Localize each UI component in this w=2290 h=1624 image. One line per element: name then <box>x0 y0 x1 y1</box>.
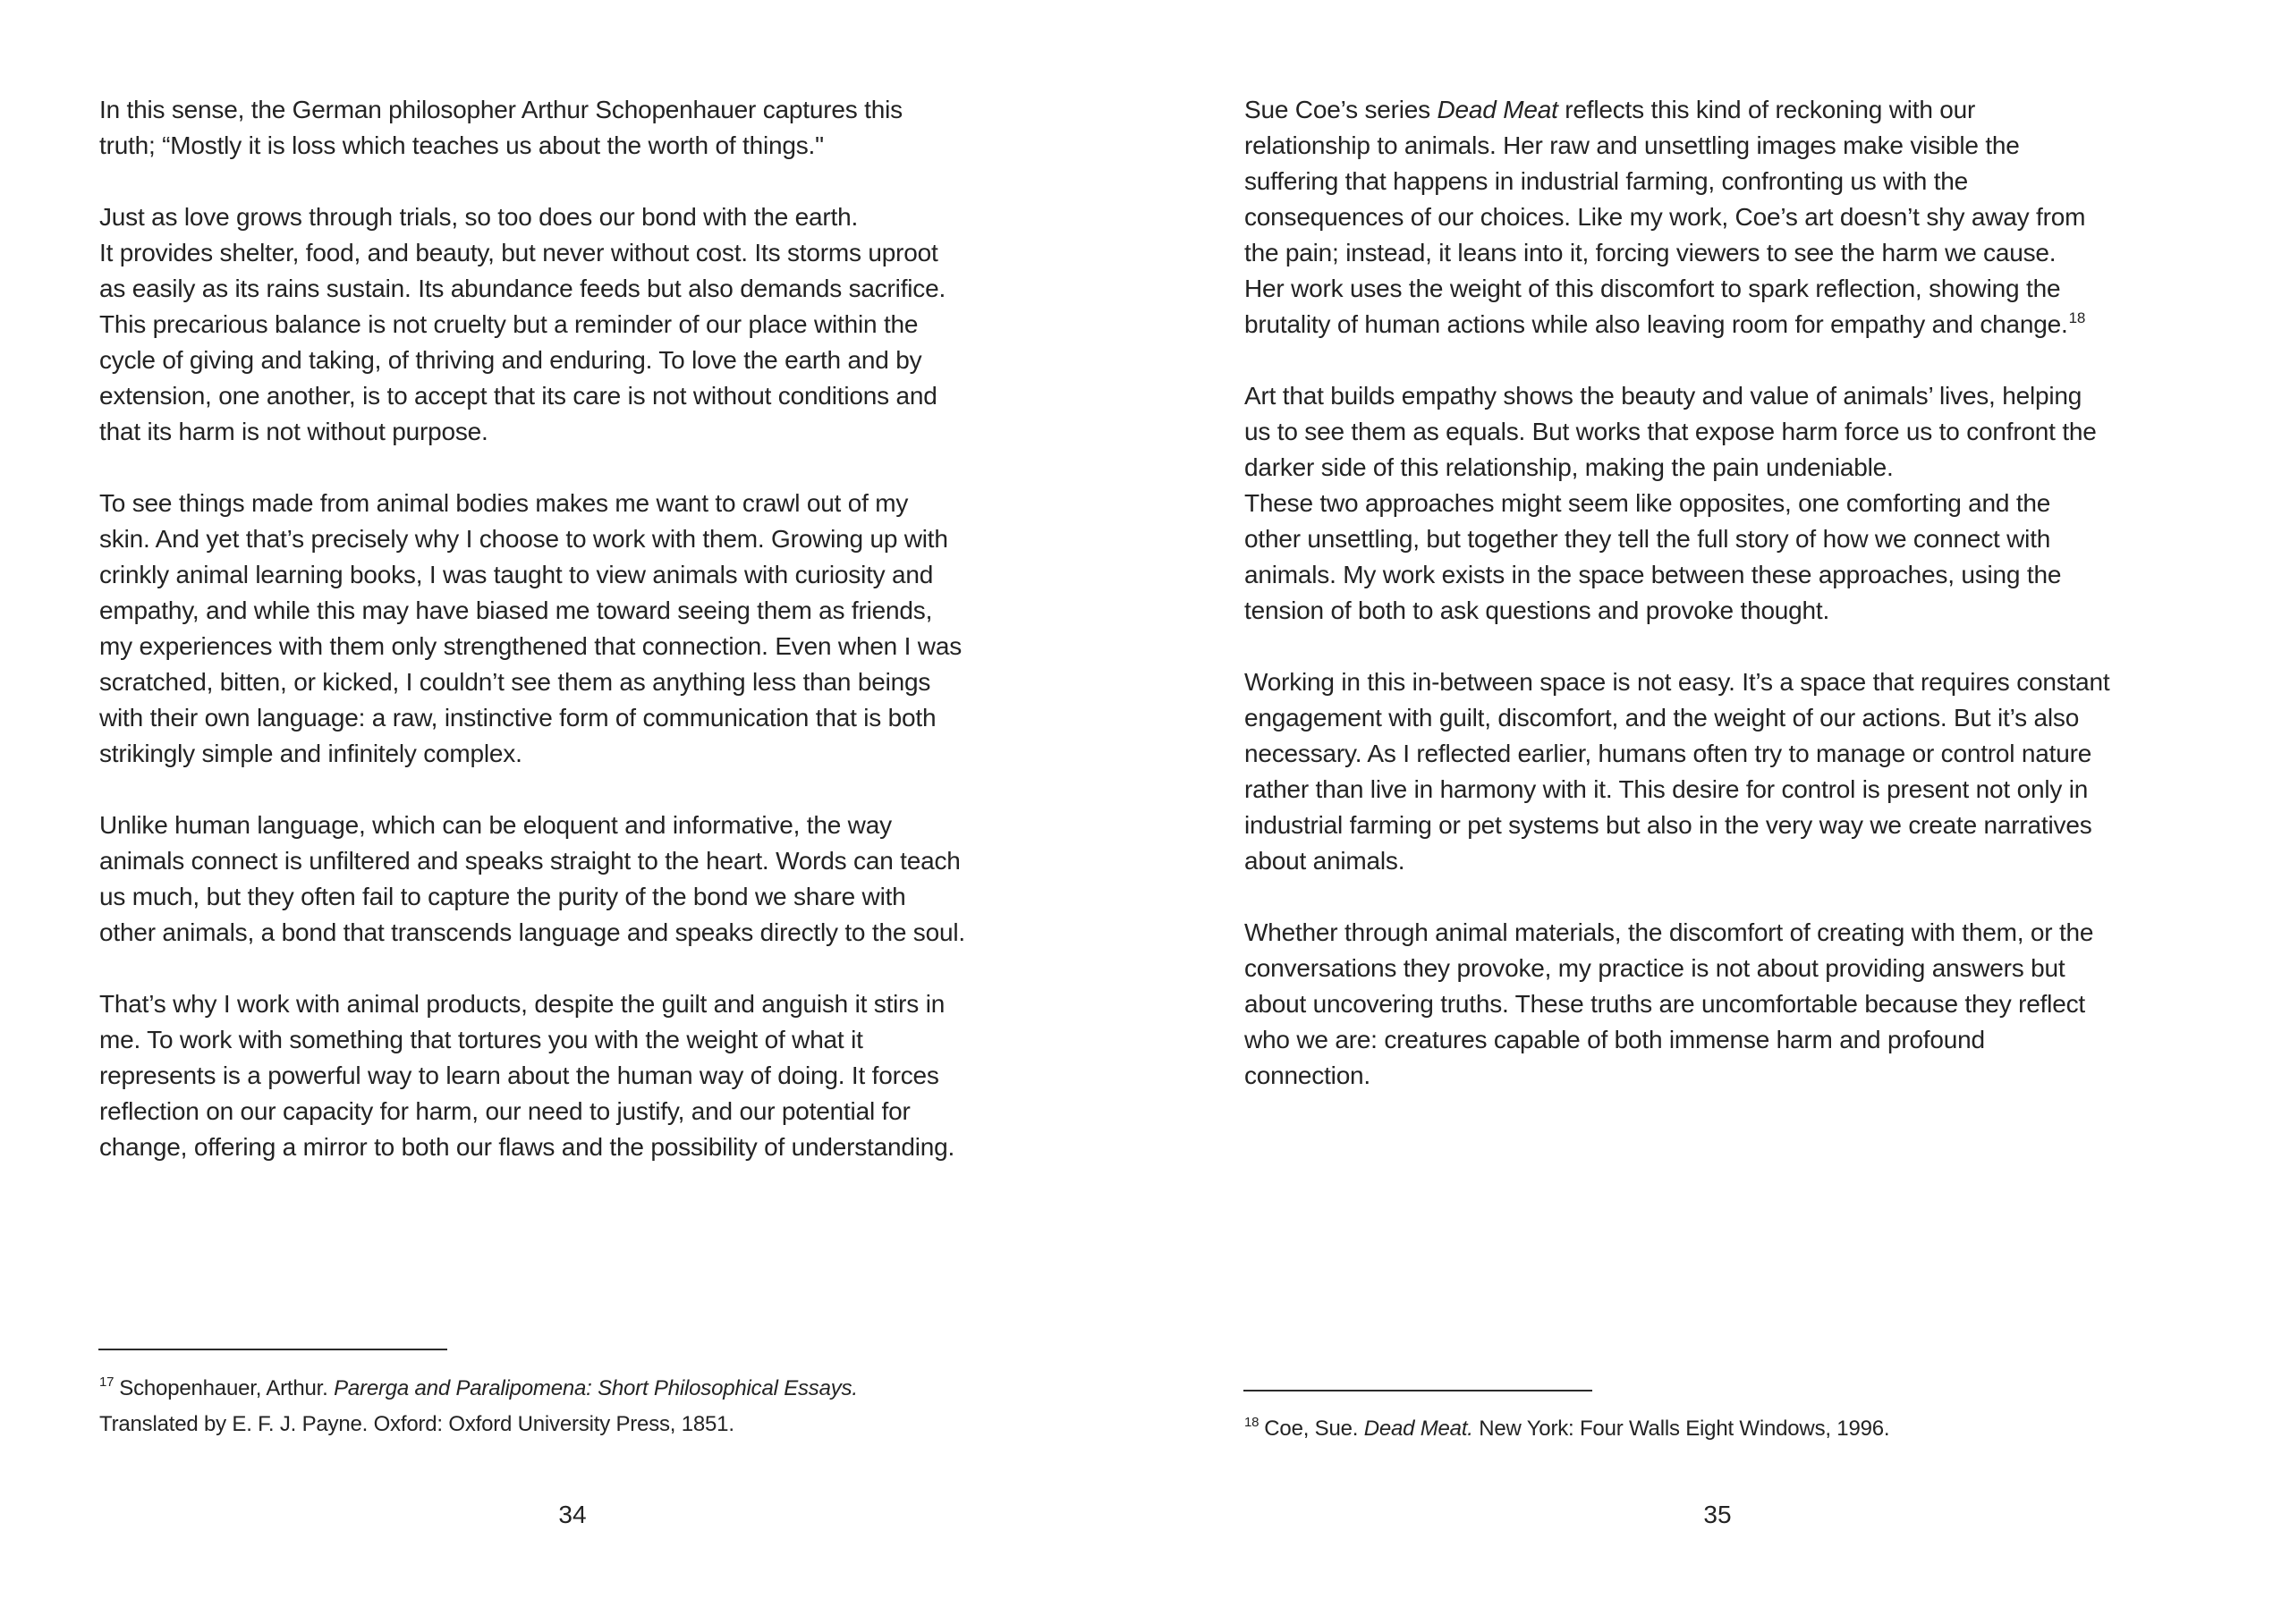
paragraph <box>1244 378 2109 629</box>
text-line: my experiences with them only strengthened that connection. Even when I was <box>99 632 962 660</box>
right-page-body <box>1244 92 2109 1129</box>
text-segment: reflects this kind of reckoning with our <box>1557 96 1976 123</box>
text-line: about animals. <box>1244 847 1405 875</box>
page-number: 35 <box>1703 1501 1732 1528</box>
text-line: connection. <box>1244 1062 1371 1089</box>
paragraph <box>99 92 965 164</box>
footnote-number: 17 <box>99 1374 114 1390</box>
text-line: represents is a powerful way to learn about the human way of doing. It forces <box>99 1062 939 1089</box>
text-line: with their own language: a raw, instinctive form of communication that is both <box>99 704 937 732</box>
footnote-line <box>99 1371 858 1407</box>
footnote-17 <box>99 1371 858 1442</box>
text-line: animals. My work exists in the space between these approaches, using the <box>1244 561 2062 588</box>
paragraph <box>99 199 965 450</box>
text-line: the pain; instead, it leans into it, forcing viewers to see the harm we cause. <box>1244 239 2057 266</box>
text-line: about uncovering truths. These truths are uncomfortable because they reflect <box>1244 990 2085 1018</box>
text-line: me. To work with something that tortures you with the weight of what it <box>99 1026 863 1053</box>
text-line: Whether through animal materials, the discomfort of creating with them, or the <box>1244 918 2094 946</box>
text-line: Just as love grows through trials, so too does our bond with the earth. <box>99 203 859 231</box>
text-line: Unlike human language, which can be eloquent and informative, the way <box>99 811 892 839</box>
text-line: industrial farming or pet systems but also in the very way we create narratives <box>1244 811 2092 839</box>
footnote-number: 18 <box>1244 1415 1260 1430</box>
text-line: animals connect is unfiltered and speaks straight to the heart. Words can teach <box>99 847 961 875</box>
text-line: skin. And yet that’s precisely why I choose to work with them. Growing up with <box>99 525 948 553</box>
paragraph <box>99 808 965 951</box>
text-line: crinkly animal learning books, I was taught to view animals with curiosity and <box>99 561 934 588</box>
text-line: In this sense, the German philosopher Arthur Schopenhauer captures this <box>99 96 903 123</box>
text-line: engagement with guilt, discomfort, and the weight of our actions. But it’s also <box>1244 704 2080 732</box>
text-line: Her work uses the weight of this discomfort to spark reflection, showing the <box>1244 275 2061 302</box>
text-line: consequences of our choices. Like my work, Coe’s art doesn’t shy away from <box>1244 203 2086 231</box>
footnote-publisher: New York: Four Walls Eight Windows, 1996. <box>1472 1417 1890 1441</box>
text-segment: brutality of human actions while also leaving room for empathy and change. <box>1244 310 2068 338</box>
text-segment: Sue Coe’s series <box>1244 96 1438 123</box>
text-line: empathy, and while this may have biased me toward seeing them as friends, <box>99 596 933 624</box>
right-page <box>1145 0 2290 1624</box>
text-line: relationship to animals. Her raw and unsettling images make visible the <box>1244 131 2020 159</box>
text-line: tension of both to ask questions and provoke thought. <box>1244 596 1830 624</box>
text-line: That’s why I work with animal products, despite the guilt and anguish it stirs in <box>99 990 946 1018</box>
text-line: truth; “Mostly it is loss which teaches us about the worth of things." <box>99 131 824 159</box>
footnote-title: Parerga and Paralipomena: Short Philosophical Essays. <box>334 1376 858 1400</box>
text-line: scratched, bitten, or kicked, I couldn’t see them as anything less than beings <box>99 668 931 696</box>
text-line: us to see them as equals. But works that expose harm force us to confront the <box>1244 418 2097 445</box>
paragraph <box>1244 92 2109 343</box>
text-line: darker side of this relationship, making the pain undeniable. <box>1244 453 1894 481</box>
text-line: us much, but they often fail to capture the purity of the bond we share with <box>99 883 906 910</box>
text-line: conversations they provoke, my practice is not about providing answers but <box>1244 954 2065 982</box>
footnote-18 <box>1244 1411 1889 1447</box>
text-line: strikingly simple and infinitely complex. <box>99 740 522 767</box>
footnote-title: Dead Meat. <box>1363 1417 1473 1441</box>
text-line: cycle of giving and taking, of thriving and enduring. To love the earth and by <box>99 346 922 374</box>
text-line: Art that builds empathy shows the beauty and value of animals’ lives, helping <box>1244 382 2082 410</box>
paragraph <box>1244 664 2109 879</box>
text-line: It provides shelter, food, and beauty, but never without cost. Its storms uproot <box>99 239 938 266</box>
paragraph <box>1244 915 2109 1094</box>
footnote-author: Schopenhauer, Arthur. <box>119 1376 335 1400</box>
footnote-line: Translated by E. F. J. Payne. Oxford: Oxford University Press, 1851. <box>99 1412 734 1436</box>
text-line <box>1244 92 2109 128</box>
footnote-divider <box>1243 1390 1592 1391</box>
artwork-title: Dead Meat <box>1437 96 1558 123</box>
footnote-author: Coe, Sue. <box>1264 1417 1364 1441</box>
text-line: other unsettling, but together they tell the full story of how we connect with <box>1244 525 2051 553</box>
text-line: that its harm is not without purpose. <box>99 418 488 445</box>
footnote-divider <box>98 1349 447 1350</box>
paragraph <box>99 986 965 1165</box>
text-line: extension, one another, is to accept that its care is not without conditions and <box>99 382 937 410</box>
text-line: necessary. As I reflected earlier, humans often try to manage or control nature <box>1244 740 2092 767</box>
footnote-line <box>1244 1411 1889 1447</box>
text-line: Working in this in-between space is not easy. It’s a space that requires constant <box>1244 668 2110 696</box>
text-line: These two approaches might seem like opposites, one comforting and the <box>1244 489 2051 517</box>
page-number: 34 <box>558 1501 587 1528</box>
text-line: suffering that happens in industrial farming, confronting us with the <box>1244 167 1969 195</box>
text-line: rather than live in harmony with it. This desire for control is present not only in <box>1244 775 2089 803</box>
text-line: This precarious balance is not cruelty but a reminder of our place within the <box>99 310 919 338</box>
text-line: as easily as its rains sustain. Its abundance feeds but also demands sacrifice. <box>99 275 946 302</box>
text-line: who we are: creatures capable of both immense harm and profound <box>1244 1026 1985 1053</box>
text-line: To see things made from animal bodies makes me want to crawl out of my <box>99 489 909 517</box>
paragraph <box>99 486 965 772</box>
text-line: reflection on our capacity for harm, our need to justify, and our potential for <box>99 1097 911 1125</box>
footnote-reference[interactable]: 18 <box>2068 309 2086 326</box>
text-line: change, offering a mirror to both our flaws and the possibility of understanding. <box>99 1133 955 1161</box>
text-line: other animals, a bond that transcends language and speaks directly to the soul. <box>99 918 965 946</box>
left-page-body <box>99 92 965 1201</box>
text-line <box>1244 307 2109 343</box>
